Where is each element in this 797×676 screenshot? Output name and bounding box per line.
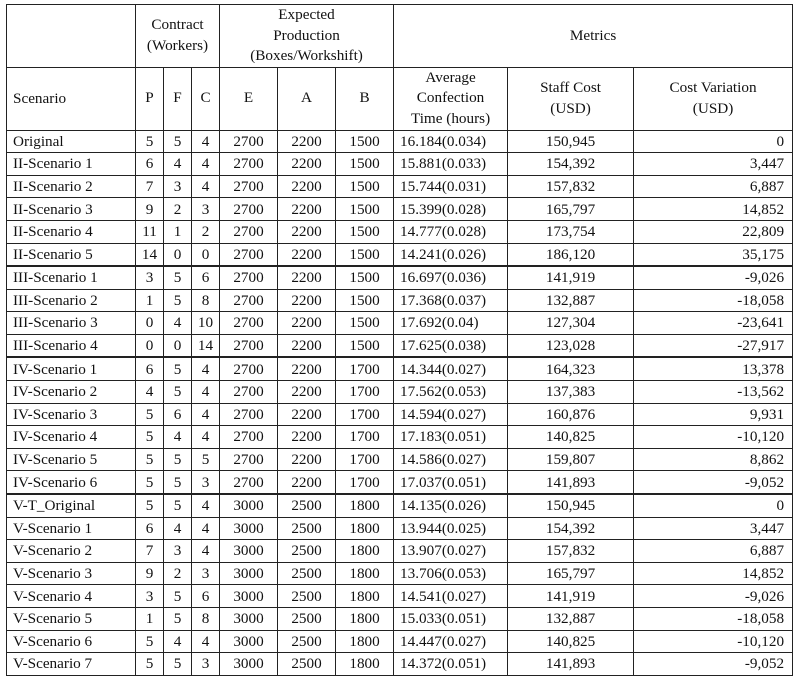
cell-p: 5 <box>136 653 164 676</box>
scenario-name: III-Scenario 4 <box>7 334 136 357</box>
header-expected-group <box>220 5 394 68</box>
cell-e: 2700 <box>220 426 278 449</box>
cell-p: 6 <box>136 357 164 380</box>
cell-b: 1500 <box>336 266 394 289</box>
scenario-name: II-Scenario 3 <box>7 198 136 221</box>
cell-cost-variation: 6,887 <box>634 175 793 198</box>
table-row <box>7 448 793 471</box>
cell-staff-cost: 159,807 <box>508 448 634 471</box>
cell-b: 1500 <box>336 334 394 357</box>
cell-a: 2200 <box>278 289 336 312</box>
header-metrics-group: Metrics <box>394 5 793 68</box>
cell-cost-variation: -9,052 <box>634 471 793 494</box>
table-row <box>7 403 793 426</box>
cell-c: 4 <box>192 153 220 176</box>
cell-p: 5 <box>136 448 164 471</box>
cell-e: 2700 <box>220 130 278 153</box>
scenario-name: II-Scenario 2 <box>7 175 136 198</box>
cell-staff-cost: 165,797 <box>508 198 634 221</box>
cell-f: 4 <box>164 426 192 449</box>
cell-a: 2200 <box>278 334 336 357</box>
cell-cost-variation: -9,052 <box>634 653 793 676</box>
cell-f: 5 <box>164 266 192 289</box>
cell-p: 3 <box>136 585 164 608</box>
cell-p: 6 <box>136 517 164 540</box>
cell-e: 2700 <box>220 220 278 243</box>
cell-cost-variation: -27,917 <box>634 334 793 357</box>
cell-a: 2200 <box>278 357 336 380</box>
cell-c: 4 <box>192 403 220 426</box>
cell-c: 8 <box>192 289 220 312</box>
cell-f: 3 <box>164 175 192 198</box>
cell-b: 1700 <box>336 471 394 494</box>
cell-cost-variation: -10,120 <box>634 426 793 449</box>
cell-a: 2500 <box>278 494 336 517</box>
table-body <box>7 130 793 675</box>
cell-f: 4 <box>164 312 192 335</box>
cell-cost-variation: -10,120 <box>634 630 793 653</box>
cell-a: 2200 <box>278 175 336 198</box>
cell-staff-cost: 173,754 <box>508 220 634 243</box>
cell-staff-cost: 160,876 <box>508 403 634 426</box>
cell-a: 2500 <box>278 517 336 540</box>
header-expected-sub2: (Boxes/Workshift) <box>250 47 363 65</box>
table-row <box>7 243 793 266</box>
cell-avg-time: 14.344(0.027) <box>394 357 508 380</box>
scenario-name: V-Scenario 6 <box>7 630 136 653</box>
cell-f: 4 <box>164 517 192 540</box>
scenario-name: V-Scenario 3 <box>7 562 136 585</box>
cell-avg-time: 15.881(0.033) <box>394 153 508 176</box>
header-e: E <box>220 67 278 130</box>
cell-a: 2200 <box>278 403 336 426</box>
cell-staff-cost: 164,323 <box>508 357 634 380</box>
scenario-name: II-Scenario 4 <box>7 220 136 243</box>
cell-staff-cost: 141,919 <box>508 266 634 289</box>
cell-c: 2 <box>192 220 220 243</box>
table-row <box>7 608 793 631</box>
header-f: F <box>164 67 192 130</box>
cell-f: 0 <box>164 243 192 266</box>
cell-cost-variation: 22,809 <box>634 220 793 243</box>
table-row <box>7 220 793 243</box>
table-row <box>7 653 793 676</box>
cell-avg-time: 17.625(0.038) <box>394 334 508 357</box>
cell-avg-time: 15.399(0.028) <box>394 198 508 221</box>
scenario-name: V-Scenario 2 <box>7 540 136 563</box>
cell-p: 14 <box>136 243 164 266</box>
cell-avg-time: 14.372(0.051) <box>394 653 508 676</box>
scenario-name: IV-Scenario 3 <box>7 403 136 426</box>
cell-b: 1800 <box>336 494 394 517</box>
cell-e: 3000 <box>220 653 278 676</box>
cell-avg-time: 14.594(0.027) <box>394 403 508 426</box>
cell-staff-cost: 141,919 <box>508 585 634 608</box>
cell-b: 1500 <box>336 243 394 266</box>
cell-staff-cost: 127,304 <box>508 312 634 335</box>
cell-f: 5 <box>164 494 192 517</box>
scenario-name: IV-Scenario 2 <box>7 381 136 404</box>
scenario-name: III-Scenario 2 <box>7 289 136 312</box>
scenario-name: IV-Scenario 1 <box>7 357 136 380</box>
header-avg-confection-time <box>394 67 508 130</box>
cell-e: 2700 <box>220 334 278 357</box>
cell-a: 2500 <box>278 562 336 585</box>
cell-e: 3000 <box>220 494 278 517</box>
cell-p: 11 <box>136 220 164 243</box>
cell-p: 7 <box>136 540 164 563</box>
cell-f: 0 <box>164 334 192 357</box>
cell-avg-time: 15.744(0.031) <box>394 175 508 198</box>
cell-avg-time: 14.241(0.026) <box>394 243 508 266</box>
cell-b: 1800 <box>336 585 394 608</box>
cell-cost-variation: 6,887 <box>634 540 793 563</box>
header-avg-line3: Time (hours) <box>410 109 491 127</box>
cell-c: 4 <box>192 540 220 563</box>
cell-a: 2200 <box>278 266 336 289</box>
scenario-table-frame <box>6 4 792 676</box>
cell-avg-time: 17.692(0.04) <box>394 312 508 335</box>
cell-e: 3000 <box>220 608 278 631</box>
cell-c: 4 <box>192 630 220 653</box>
header-avg-line2: Confection <box>416 89 485 107</box>
header-c: C <box>192 67 220 130</box>
cell-e: 2700 <box>220 471 278 494</box>
cell-c: 3 <box>192 653 220 676</box>
header-cost-variation <box>634 67 793 130</box>
cell-staff-cost: 141,893 <box>508 471 634 494</box>
header-b: B <box>336 67 394 130</box>
cell-e: 2700 <box>220 243 278 266</box>
cell-staff-cost: 154,392 <box>508 153 634 176</box>
cell-cost-variation: -23,641 <box>634 312 793 335</box>
cell-cost-variation: 0 <box>634 130 793 153</box>
table-row <box>7 630 793 653</box>
table-row <box>7 357 793 380</box>
cell-b: 1800 <box>336 562 394 585</box>
cell-cost-variation: 13,378 <box>634 357 793 380</box>
cell-c: 14 <box>192 334 220 357</box>
table-row <box>7 426 793 449</box>
cell-f: 6 <box>164 403 192 426</box>
cell-avg-time: 17.562(0.053) <box>394 381 508 404</box>
table-header <box>7 5 793 131</box>
cell-p: 9 <box>136 562 164 585</box>
cell-c: 3 <box>192 562 220 585</box>
cell-p: 5 <box>136 403 164 426</box>
cell-e: 2700 <box>220 312 278 335</box>
scenario-name: V-T_Original <box>7 494 136 517</box>
cell-avg-time: 15.033(0.051) <box>394 608 508 631</box>
cell-f: 5 <box>164 448 192 471</box>
cell-c: 0 <box>192 243 220 266</box>
cell-staff-cost: 140,825 <box>508 630 634 653</box>
header-avg-line1: Average <box>425 68 476 86</box>
cell-b: 1500 <box>336 220 394 243</box>
cell-b: 1700 <box>336 381 394 404</box>
cell-f: 5 <box>164 653 192 676</box>
cell-cost-variation: 35,175 <box>634 243 793 266</box>
cell-e: 2700 <box>220 153 278 176</box>
cell-c: 4 <box>192 517 220 540</box>
cell-cost-variation: -13,562 <box>634 381 793 404</box>
cell-p: 1 <box>136 608 164 631</box>
cell-f: 3 <box>164 540 192 563</box>
cell-a: 2500 <box>278 608 336 631</box>
cell-c: 3 <box>192 471 220 494</box>
cell-b: 1800 <box>336 517 394 540</box>
header-contract-title: Contract <box>151 16 204 34</box>
cell-p: 7 <box>136 175 164 198</box>
cell-p: 6 <box>136 153 164 176</box>
cell-f: 2 <box>164 198 192 221</box>
header-expected-title: Expected <box>278 6 335 23</box>
table-row <box>7 130 793 153</box>
cell-p: 0 <box>136 334 164 357</box>
cell-b: 1700 <box>336 357 394 380</box>
header-blank-cell <box>7 5 136 68</box>
table-row <box>7 540 793 563</box>
cell-f: 4 <box>164 630 192 653</box>
cell-c: 4 <box>192 130 220 153</box>
cell-avg-time: 14.135(0.026) <box>394 494 508 517</box>
cell-avg-time: 14.447(0.027) <box>394 630 508 653</box>
cell-f: 2 <box>164 562 192 585</box>
scenario-name: IV-Scenario 4 <box>7 426 136 449</box>
cell-cost-variation: 3,447 <box>634 153 793 176</box>
cell-b: 1800 <box>336 608 394 631</box>
cell-a: 2500 <box>278 630 336 653</box>
cell-staff-cost: 157,832 <box>508 540 634 563</box>
cell-a: 2200 <box>278 381 336 404</box>
scenario-name: II-Scenario 5 <box>7 243 136 266</box>
header-var-line2: (USD) <box>692 99 734 117</box>
table-row <box>7 585 793 608</box>
cell-a: 2200 <box>278 243 336 266</box>
table-row <box>7 562 793 585</box>
cell-b: 1700 <box>336 448 394 471</box>
cell-p: 5 <box>136 426 164 449</box>
scenario-name: III-Scenario 1 <box>7 266 136 289</box>
cell-staff-cost: 137,383 <box>508 381 634 404</box>
header-expected-sub1: Production <box>273 26 340 44</box>
cell-avg-time: 14.777(0.028) <box>394 220 508 243</box>
cell-avg-time: 16.184(0.034) <box>394 130 508 153</box>
cell-p: 9 <box>136 198 164 221</box>
scenario-table <box>6 4 793 676</box>
table-row <box>7 175 793 198</box>
scenario-name: Original <box>7 130 136 153</box>
scenario-name: IV-Scenario 5 <box>7 448 136 471</box>
table-row <box>7 266 793 289</box>
cell-b: 1500 <box>336 312 394 335</box>
scenario-name: II-Scenario 1 <box>7 153 136 176</box>
cell-c: 4 <box>192 381 220 404</box>
cell-b: 1800 <box>336 653 394 676</box>
cell-staff-cost: 186,120 <box>508 243 634 266</box>
cell-c: 6 <box>192 266 220 289</box>
cell-e: 2700 <box>220 175 278 198</box>
cell-staff-cost: 141,893 <box>508 653 634 676</box>
cell-f: 5 <box>164 381 192 404</box>
table-row <box>7 381 793 404</box>
scenario-name: V-Scenario 1 <box>7 517 136 540</box>
cell-c: 8 <box>192 608 220 631</box>
cell-b: 1800 <box>336 630 394 653</box>
cell-cost-variation: -9,026 <box>634 266 793 289</box>
cell-staff-cost: 165,797 <box>508 562 634 585</box>
cell-cost-variation: 8,862 <box>634 448 793 471</box>
cell-c: 4 <box>192 426 220 449</box>
cell-e: 2700 <box>220 357 278 380</box>
cell-p: 1 <box>136 289 164 312</box>
cell-a: 2200 <box>278 471 336 494</box>
cell-cost-variation: -18,058 <box>634 289 793 312</box>
cell-f: 5 <box>164 357 192 380</box>
cell-b: 1500 <box>336 130 394 153</box>
scenario-name: III-Scenario 3 <box>7 312 136 335</box>
cell-cost-variation: 14,852 <box>634 562 793 585</box>
cell-a: 2500 <box>278 653 336 676</box>
header-staff-line1: Staff Cost <box>540 79 601 97</box>
cell-b: 1800 <box>336 540 394 563</box>
cell-b: 1500 <box>336 198 394 221</box>
cell-p: 5 <box>136 494 164 517</box>
cell-f: 5 <box>164 130 192 153</box>
cell-f: 5 <box>164 289 192 312</box>
table-row <box>7 312 793 335</box>
cell-b: 1700 <box>336 403 394 426</box>
cell-f: 4 <box>164 153 192 176</box>
cell-a: 2200 <box>278 198 336 221</box>
cell-e: 2700 <box>220 448 278 471</box>
table-row <box>7 153 793 176</box>
cell-avg-time: 17.037(0.051) <box>394 471 508 494</box>
header-p: P <box>136 67 164 130</box>
cell-cost-variation: 14,852 <box>634 198 793 221</box>
cell-a: 2200 <box>278 426 336 449</box>
cell-a: 2500 <box>278 585 336 608</box>
cell-staff-cost: 150,945 <box>508 494 634 517</box>
cell-p: 5 <box>136 471 164 494</box>
cell-cost-variation: -9,026 <box>634 585 793 608</box>
cell-b: 1500 <box>336 175 394 198</box>
cell-a: 2200 <box>278 448 336 471</box>
cell-c: 10 <box>192 312 220 335</box>
cell-avg-time: 13.944(0.025) <box>394 517 508 540</box>
cell-b: 1700 <box>336 426 394 449</box>
cell-e: 3000 <box>220 517 278 540</box>
scenario-name: V-Scenario 4 <box>7 585 136 608</box>
cell-a: 2500 <box>278 540 336 563</box>
cell-p: 5 <box>136 630 164 653</box>
cell-c: 4 <box>192 357 220 380</box>
cell-a: 2200 <box>278 130 336 153</box>
cell-avg-time: 14.586(0.027) <box>394 448 508 471</box>
cell-c: 3 <box>192 198 220 221</box>
cell-e: 3000 <box>220 540 278 563</box>
cell-b: 1500 <box>336 153 394 176</box>
cell-b: 1500 <box>336 289 394 312</box>
cell-e: 2700 <box>220 198 278 221</box>
scenario-name: V-Scenario 7 <box>7 653 136 676</box>
cell-a: 2200 <box>278 153 336 176</box>
header-a: A <box>278 67 336 130</box>
header-var-line1: Cost Variation <box>669 79 757 97</box>
cell-staff-cost: 140,825 <box>508 426 634 449</box>
cell-c: 6 <box>192 585 220 608</box>
cell-staff-cost: 123,028 <box>508 334 634 357</box>
header-staff-line2: (USD) <box>550 99 591 117</box>
cell-e: 3000 <box>220 630 278 653</box>
header-staff-cost <box>508 67 634 130</box>
cell-p: 0 <box>136 312 164 335</box>
header-scenario: Scenario <box>7 67 136 130</box>
cell-e: 2700 <box>220 266 278 289</box>
cell-e: 2700 <box>220 289 278 312</box>
cell-f: 1 <box>164 220 192 243</box>
cell-f: 5 <box>164 585 192 608</box>
cell-staff-cost: 132,887 <box>508 608 634 631</box>
cell-c: 5 <box>192 448 220 471</box>
table-row <box>7 494 793 517</box>
cell-e: 2700 <box>220 381 278 404</box>
scenario-name: V-Scenario 5 <box>7 608 136 631</box>
cell-c: 4 <box>192 175 220 198</box>
scenario-name: IV-Scenario 6 <box>7 471 136 494</box>
cell-avg-time: 17.183(0.051) <box>394 426 508 449</box>
cell-avg-time: 13.907(0.027) <box>394 540 508 563</box>
cell-a: 2200 <box>278 220 336 243</box>
cell-cost-variation: 3,447 <box>634 517 793 540</box>
cell-a: 2200 <box>278 312 336 335</box>
cell-e: 3000 <box>220 585 278 608</box>
cell-avg-time: 16.697(0.036) <box>394 266 508 289</box>
cell-e: 3000 <box>220 562 278 585</box>
cell-f: 5 <box>164 471 192 494</box>
table-row <box>7 334 793 357</box>
cell-c: 4 <box>192 494 220 517</box>
cell-avg-time: 17.368(0.037) <box>394 289 508 312</box>
cell-staff-cost: 150,945 <box>508 130 634 153</box>
cell-staff-cost: 132,887 <box>508 289 634 312</box>
cell-e: 2700 <box>220 403 278 426</box>
cell-avg-time: 14.541(0.027) <box>394 585 508 608</box>
cell-p: 4 <box>136 381 164 404</box>
cell-p: 3 <box>136 266 164 289</box>
table-row <box>7 517 793 540</box>
cell-f: 5 <box>164 608 192 631</box>
table-row <box>7 198 793 221</box>
cell-staff-cost: 157,832 <box>508 175 634 198</box>
cell-p: 5 <box>136 130 164 153</box>
cell-cost-variation: -18,058 <box>634 608 793 631</box>
header-contract-subtitle: (Workers) <box>146 36 209 54</box>
cell-staff-cost: 154,392 <box>508 517 634 540</box>
cell-cost-variation: 9,931 <box>634 403 793 426</box>
cell-cost-variation: 0 <box>634 494 793 517</box>
table-row <box>7 289 793 312</box>
cell-avg-time: 13.706(0.053) <box>394 562 508 585</box>
table-row <box>7 471 793 494</box>
header-contract-group <box>136 5 220 68</box>
